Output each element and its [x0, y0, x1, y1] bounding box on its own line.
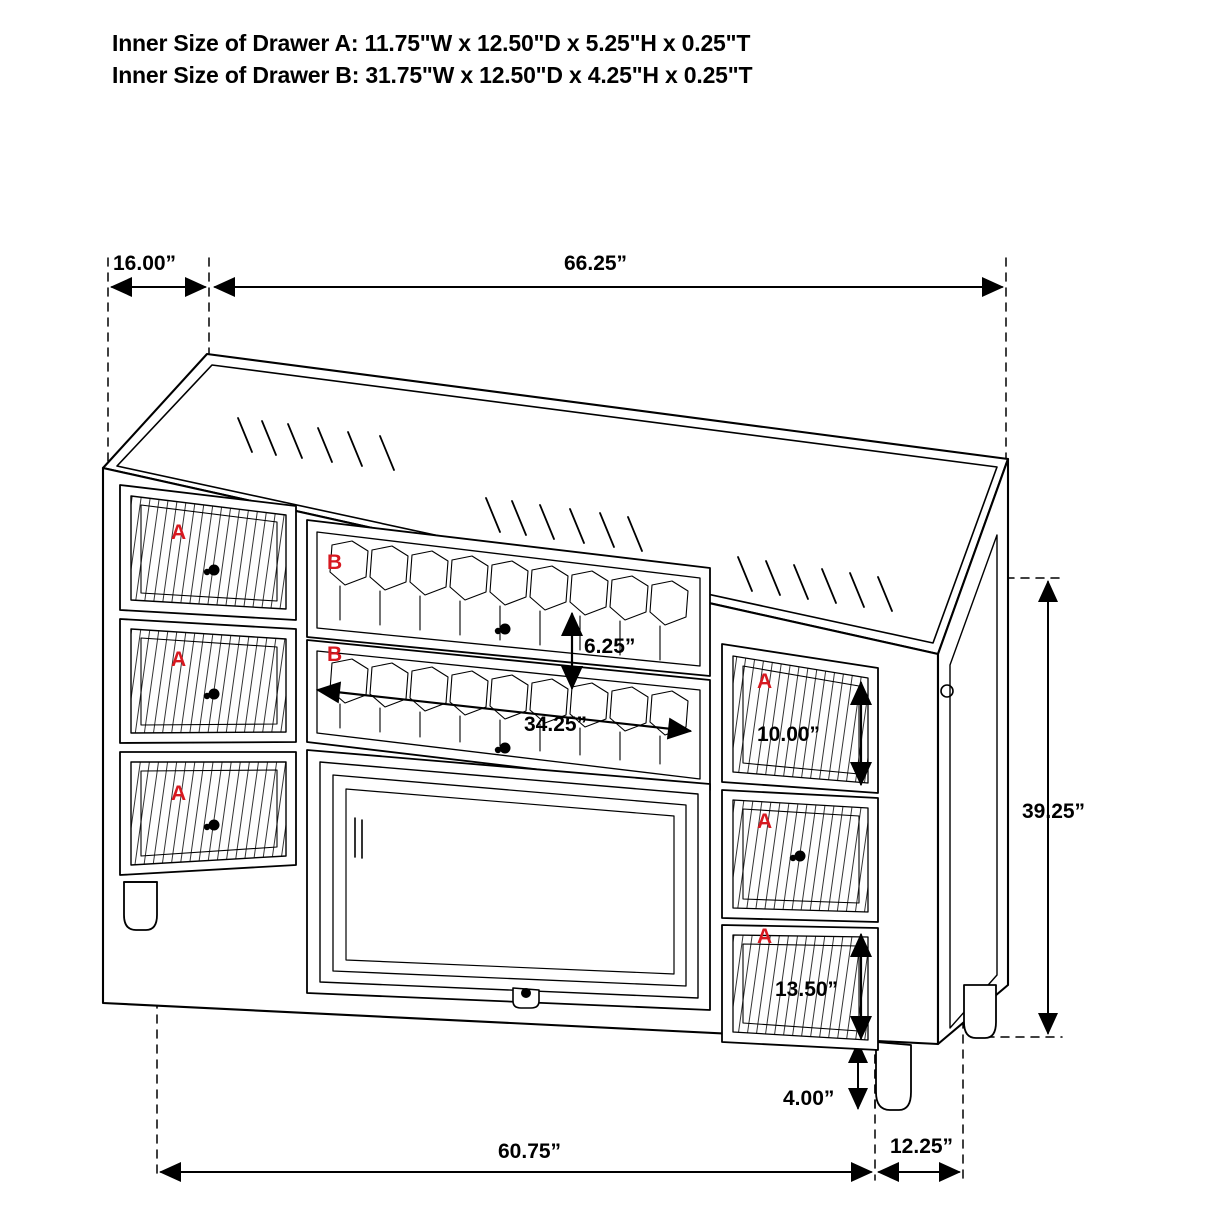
callout-a-left-1: A	[171, 521, 187, 544]
dim-drawer-b-width-label: 34.25”	[524, 713, 588, 736]
callout-b-top: B	[327, 551, 343, 574]
dim-total-height-label: 39.25”	[1022, 800, 1086, 823]
callout-a-left-2: A	[171, 648, 187, 671]
callout-a-left-3: A	[171, 782, 187, 805]
dim-depth-bottom-label: 12.25”	[890, 1135, 954, 1158]
drawer-a-inner-size-text: Inner Size of Drawer A: 11.75"W x 12.50"D x 5.25"H x 0.25"T	[112, 30, 751, 56]
dim-drawer-a-bottom-height-label: 13.50”	[775, 978, 839, 1001]
dim-width-top-label: 66.25”	[564, 252, 628, 275]
dim-leg-height-label: 4.00”	[783, 1087, 835, 1110]
dim-drawer-b-height-label: 6.25”	[584, 635, 636, 658]
callout-a-right-3: A	[757, 925, 773, 948]
dim-depth-top-label: 16.00”	[113, 252, 177, 275]
dim-drawer-a-right-height-label: 10.00”	[757, 723, 821, 746]
dim-width-bottom-label: 60.75”	[498, 1140, 562, 1163]
callout-b-second: B	[327, 643, 343, 666]
callout-a-right-2: A	[757, 810, 773, 833]
drawer-b-inner-size-text: Inner Size of Drawer B: 31.75"W x 12.50"D x 4.25"H x 0.25"T	[112, 62, 753, 88]
callout-a-right-1: A	[757, 670, 773, 693]
